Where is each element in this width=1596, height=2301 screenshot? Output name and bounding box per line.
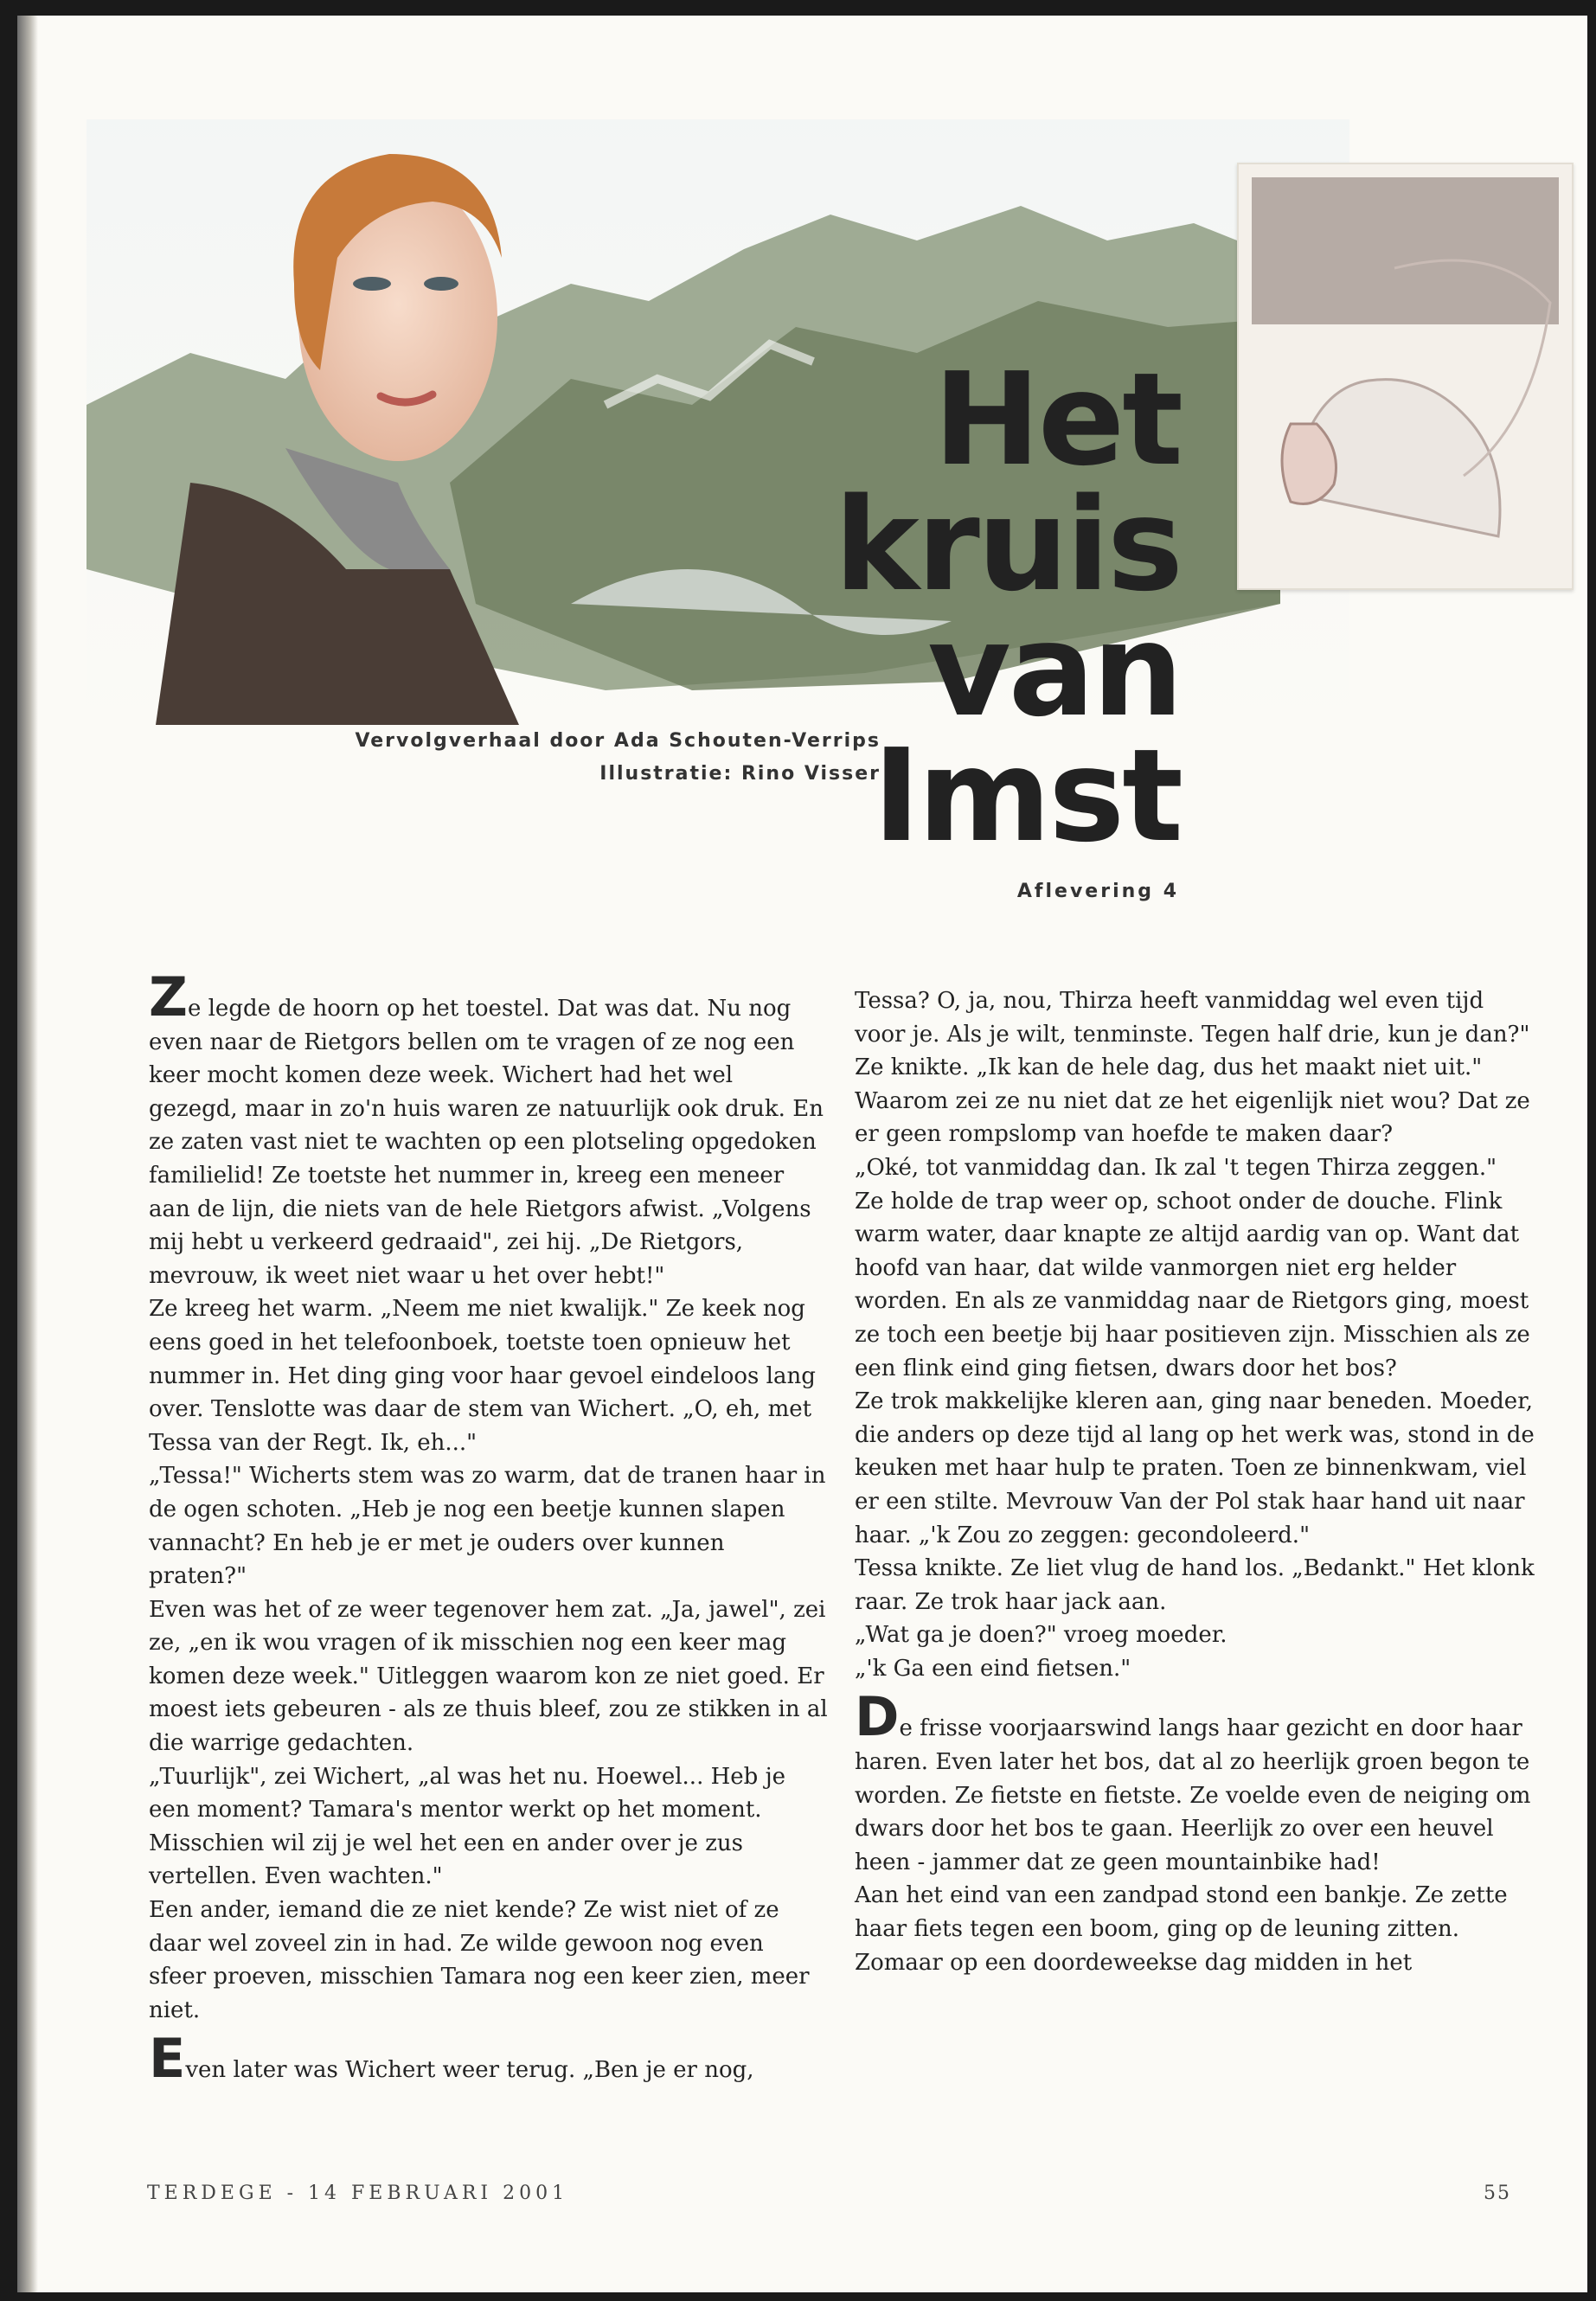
paragraph: [149, 2027, 828, 2091]
publication-footer: TERDEGE - 14 FEBRUARI 2001: [147, 2182, 569, 2204]
paragraph: Even was het of ze weer tegenover hem zat. „Ja, jawel", zei ze, „en ik wou vragen of ik misschien nog een keer mag komen deze week." Uitleggen waarom kon ze niet goed. Er moest iets gebeuren - als ze thuis bleef, zou ze stikken in al die warrige gedachten.: [149, 1596, 828, 1757]
drop-cap: D: [855, 1685, 900, 1749]
text-column-right: [855, 984, 1538, 1979]
eye-left: [353, 277, 391, 291]
article-title: [834, 345, 1181, 870]
title-line: kruis: [834, 471, 1181, 619]
paragraph: „Tuurlijk", zei Wichert, „al was het nu. Hoewel... Heb je een moment? Tamara's mentor werkt op het moment. Misschien wil zij je wel het een en ander over je zus vertellen. Even wachten.": [149, 1763, 786, 1890]
praying-hands-icon: [1239, 164, 1572, 588]
page-spine-shadow: [17, 16, 38, 2292]
paragraph: Een ander, iemand die ze niet kende? Ze wist niet of ze daar wel zoveel zin in had. Ze wilde gewoon nog even sfeer proeven, misschien Tamara nog een keer zien, meer niet.: [149, 1897, 810, 2023]
page-number: 55: [1484, 2182, 1511, 2204]
paragraph: „'k Ga een eind fietsen.": [855, 1655, 1131, 1682]
magazine-page: [17, 16, 1587, 2292]
paragraph: [149, 965, 828, 1292]
title-line: Het: [933, 345, 1181, 494]
title-line: van: [927, 596, 1181, 745]
paragraph: Ze trok makkelijke kleren aan, ging naar beneden. Moeder, die anders op deze tijd al lang op het werk was, stond in de keuken met haar hulp te praten. Toen ze binnenkwam, viel er een stilte. Mevrouw Van der Pol stak haar hand uit naar haar. „'k Zou zo zeggen: gecondoleerd.": [855, 1388, 1535, 1548]
episode-label: Aflevering 4: [1016, 881, 1179, 902]
paragraph: Ze knikte. „Ik kan de hele dag, dus het maakt niet uit." Waarom zei ze nu niet dat ze het eigenlijk niet wou? Dat ze er geen rompslomp van hoefde te maken daar?: [855, 1054, 1530, 1148]
paragraph: [855, 1685, 1538, 1879]
eye-right: [424, 277, 458, 291]
inset-illustration: [1237, 163, 1574, 590]
paragraph: Tessa? O, ja, nou, Thirza heeft vanmiddag wel even tijd voor je. Als je wilt, tenminste. Tegen half drie, kun je dan?": [855, 988, 1530, 1048]
paragraph: Tessa knikte. Ze liet vlug de hand los. „Bedankt." Het klonk raar. Ze trok haar jack aan.: [855, 1555, 1535, 1615]
paragraph-text: e frisse voorjaarswind langs haar gezicht en door haar haren. Even later het bos, dat al zo heerlijk groen begon te worden. Ze fietste en fietste. Ze voelde even de neiging om dwars door het bos te gaan. Heerlijk zo over een heuvel heen - jammer dat ze geen mountainbike had!: [855, 1715, 1531, 1875]
text-column-left: [149, 965, 828, 2091]
paragraph: „Wat ga je doen?" vroeg moeder.: [855, 1622, 1227, 1649]
illustration-credit: Illustratie: Rino Visser: [599, 763, 881, 785]
credits: [355, 725, 881, 791]
drop-cap: Z: [149, 965, 188, 1029]
paragraph: Ze kreeg het warm. „Neem me niet kwalijk." Ze keek nog eens goed in het telefoonboek, toetste toen opnieuw het nummer in. Het ding ging voor haar gevoel eindeloos lang over. Tenslotte was daar de stem van Wichert. „O, eh, met Tessa van der Regt. Ik, eh...": [149, 1296, 816, 1456]
author-credit: Vervolgverhaal door Ada Schouten-Verrips: [355, 730, 881, 752]
paragraph-text: ven later was Wichert weer terug. „Ben je er nog,: [185, 2057, 754, 2084]
paragraph: „Tessa!" Wicherts stem was zo warm, dat de tranen haar in de ogen schoten. „Heb je nog een beetje kunnen slapen vannacht? En heb je er met je ouders over kunnen praten?": [149, 1463, 826, 1590]
paragraph: Aan het eind van een zandpad stond een bankje. Ze zette haar fiets tegen een boom, ging op de leuning zitten. Zomaar op een doordeweekse dag midden in het: [855, 1882, 1508, 1976]
paragraph: Ze holde de trap weer op, schoot onder de douche. Flink warm water, daar knapte ze altijd aardig van op. Want dat hoofd van haar, dat wilde vanmorgen niet erg helder worden. En als ze vanmiddag naar de Rietgors ging, moest ze toch een beetje bij haar positieven zijn. Misschien als ze een flink eind ging fietsen, dwars door het bos?: [855, 1188, 1530, 1381]
drop-cap: E: [149, 2027, 186, 2091]
paragraph-text: e legde de hoorn op het toestel. Dat was dat. Nu nog even naar de Rietgors bellen om te vragen of ze nog een keer mocht komen deze week. Wichert had het wel gezegd, maar in zo'n huis waren ze natuurlijk ook druk. En ze zaten vast niet te wachten op een plotseling opgedoken familielid! Ze toetste het nummer in, kreeg een meneer aan de lijn, die niets van de hele Rietgors afwist. „Volgens mij hebt u verkeerd gedraaid", zei hij. „De Rietgors, mevrouw, ik weet niet waar u het over hebt!": [149, 996, 824, 1289]
title-line: Imst: [872, 721, 1181, 870]
paragraph: „Oké, tot vanmiddag dan. Ik zal 't tegen Thirza zeggen.": [855, 1154, 1497, 1181]
